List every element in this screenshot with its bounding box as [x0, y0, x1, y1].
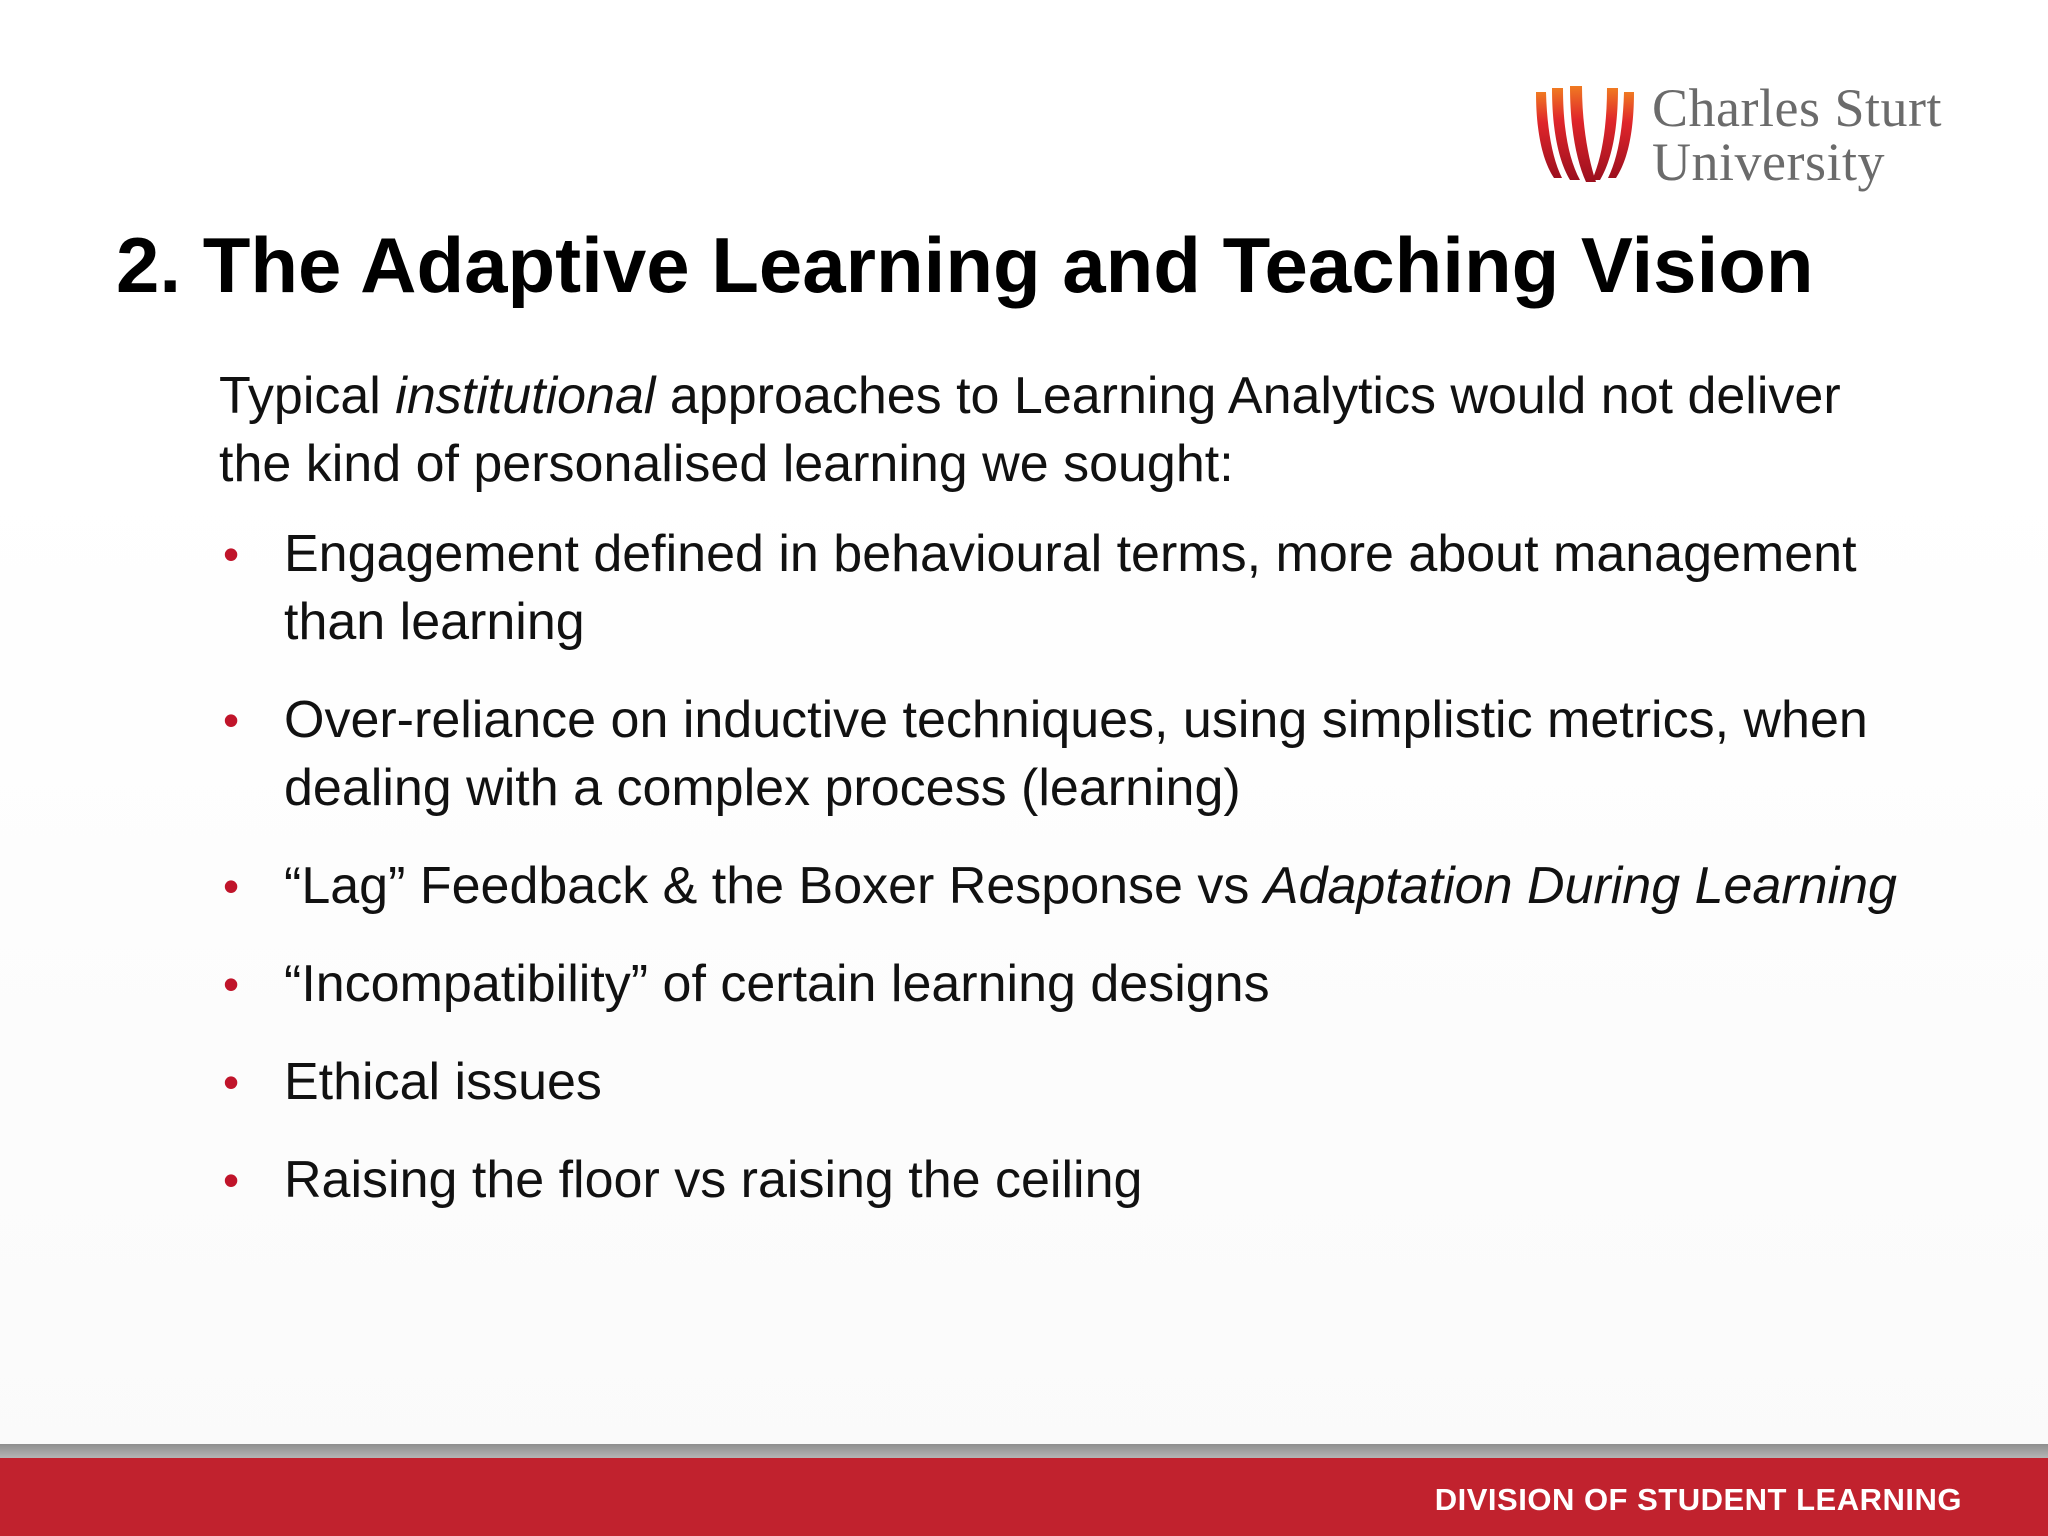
university-name-line1: Charles Sturt: [1652, 78, 1942, 138]
bullet-text: “Incompatibility” of certain learning designs: [284, 955, 1270, 1013]
bullet-item: [219, 950, 1899, 1018]
bullet-dot-icon: •: [223, 860, 240, 912]
bullet-text: Engagement defined in behavioural terms, more about management than learning: [284, 525, 1857, 651]
footer-label: DIVISION OF STUDENT LEARNING: [1434, 1482, 1962, 1517]
university-name: [1652, 78, 1942, 192]
bullet-text: Raising the floor vs raising the ceiling: [284, 1151, 1143, 1209]
bullet-text: Over-reliance on inductive techniques, using simplistic metrics, when dealing with a complex process (learning): [284, 691, 1868, 817]
bullet-item: [219, 686, 1899, 822]
bullet-item: [219, 1146, 1899, 1214]
bullet-list: [219, 520, 1899, 1244]
bullet-text: “Lag” Feedback & the Boxer Response vs: [284, 857, 1264, 915]
bullet-dot-icon: •: [223, 1056, 240, 1108]
university-name-line2: University: [1652, 132, 1885, 192]
bullet-item: [219, 852, 1899, 920]
bullet-text: Ethical issues: [284, 1053, 602, 1111]
footer-divider: [0, 1444, 2048, 1458]
intro-emphasis: institutional: [395, 367, 656, 425]
intro-paragraph: [219, 362, 1859, 498]
bullet-dot-icon: •: [223, 528, 240, 580]
university-logo: [1530, 70, 1990, 200]
intro-text-before: Typical: [219, 367, 396, 425]
bullet-dot-icon: •: [223, 958, 240, 1010]
bullet-dot-icon: •: [223, 694, 240, 746]
footer-bar: [0, 1458, 2048, 1536]
slide-title: 2. The Adaptive Learning and Teaching Vision: [116, 221, 1814, 309]
bullet-item: [219, 520, 1899, 656]
bullet-dot-icon: •: [223, 1154, 240, 1206]
intro-text-after: approaches to Learning Analytics would not deliver the kind of personalised learning we sought:: [219, 367, 1841, 493]
university-crest-icon: [1530, 80, 1640, 190]
bullet-emphasis: Adaptation During Learning: [1263, 857, 1897, 915]
bullet-item: [219, 1048, 1899, 1116]
